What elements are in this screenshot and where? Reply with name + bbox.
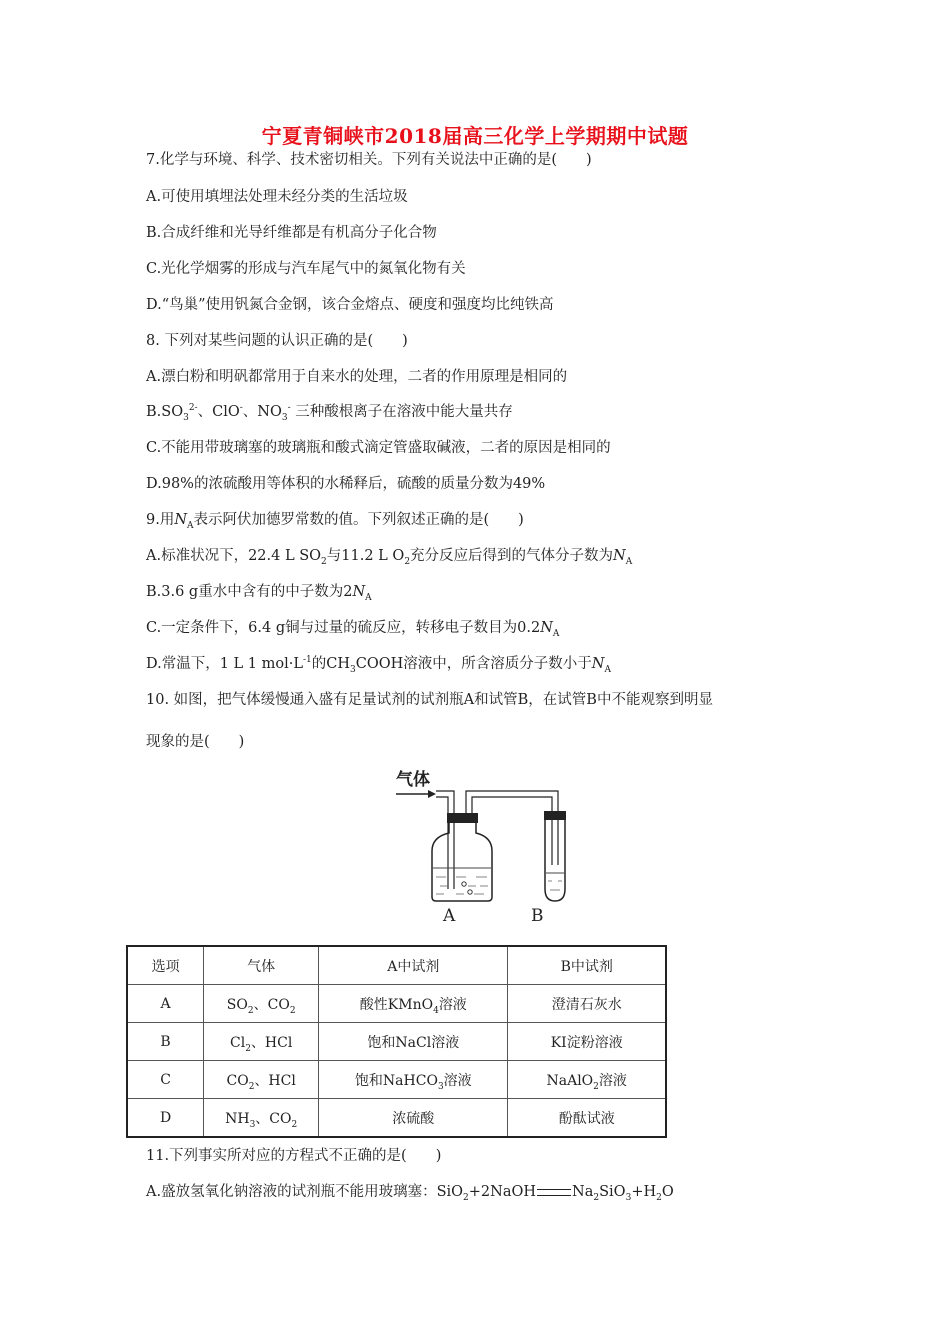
header-reagent-b: B中试剂 bbox=[508, 946, 666, 985]
q7-stem: 7.化学与环境、科学、技术密切相关。下列有关说法中正确的是( ) bbox=[146, 152, 592, 168]
tube-b-label: B bbox=[531, 906, 544, 925]
cell-gas: $Cl_2$、HCl bbox=[204, 1023, 319, 1061]
cell-reagent-a: 酸性KMnO$_4$溶液 bbox=[319, 985, 508, 1023]
cell-option: B bbox=[127, 1023, 204, 1061]
q9-option-b: B.3.6 g重水中含有的中子数为$2N_A$ bbox=[146, 584, 372, 603]
cell-option: A bbox=[127, 985, 204, 1023]
q8-option-c: C.不能用带玻璃塞的玻璃瓶和酸式滴定管盛取碱液，二者的原因是相同的 bbox=[146, 440, 611, 456]
q8-stem: 8. 下列对某些问题的认识正确的是( ) bbox=[146, 333, 408, 349]
cell-reagent-b: KI淀粉溶液 bbox=[508, 1023, 666, 1061]
q9-stem: 9.用$N_A$表示阿伏加德罗常数的值。下列叙述正确的是( ) bbox=[146, 512, 524, 531]
q9-option-c: C.一定条件下，6.4 g铜与过量的硫反应，转移电子数目为$0.2N_A$ bbox=[146, 620, 560, 639]
q8-option-b: $B.SO_3^{2-}$、ClO-、$NO_3^-$ 三种酸根离子在溶液中能大量共存 bbox=[146, 403, 513, 423]
options-table bbox=[126, 945, 667, 1138]
cell-reagent-b: 澄清石灰水 bbox=[508, 985, 666, 1023]
bottle-a bbox=[432, 813, 492, 901]
q9-option-a: A.标准状况下，22.4 L $SO_2$与11.2 L $O_2$充分反应后得到的气体分子数为$N_A$ bbox=[146, 548, 633, 567]
bottle-a-label: A bbox=[443, 906, 456, 925]
cell-reagent-a: 浓硫酸 bbox=[319, 1099, 508, 1138]
cell-reagent-b: NaAlO$_2$溶液 bbox=[508, 1061, 666, 1099]
q11-option-a: A.盛放氢氧化钠溶液的试剂瓶不能用玻璃塞：SiO$_2$+2NaOH $Na_2SiO_3+H_2O$ bbox=[146, 1184, 674, 1203]
gas-arrow-icon bbox=[396, 790, 436, 798]
q10-stem-line1: 10. 如图，把气体缓慢通入盛有足量试剂的试剂瓶A和试管B，在试管B中不能观察到明显 bbox=[146, 692, 713, 708]
test-tube-b bbox=[544, 811, 566, 901]
cell-gas: $NH_3$、$CO_2$ bbox=[204, 1099, 319, 1138]
cell-reagent-a: 饱和NaCl溶液 bbox=[319, 1023, 508, 1061]
cell-reagent-a: 饱和NaHCO$_3$溶液 bbox=[319, 1061, 508, 1099]
q10-stem-line2: 现象的是( ) bbox=[146, 734, 245, 750]
table-row bbox=[127, 1023, 666, 1061]
q8-option-a: A.漂白粉和明矾都常用于自来水的处理，二者的作用原理是相同的 bbox=[146, 369, 568, 385]
q7-option-b: B.合成纤维和光导纤维都是有机高分子化合物 bbox=[146, 225, 437, 241]
q7-option-d: D.“鸟巢”使用钒氮合金钢，该合金熔点、硬度和强度均比纯铁高 bbox=[146, 297, 554, 313]
table-row bbox=[127, 1099, 666, 1138]
q9-option-d: D.常温下，1 L 1 $mol\cdot L^{-1}$的$CH_3COOH$溶液中，所含溶质分子数小于$N_A$ bbox=[146, 655, 611, 675]
apparatus-figure bbox=[384, 765, 574, 929]
cell-gas: $CO_2$、HCl bbox=[204, 1061, 319, 1099]
header-reagent-a: A中试剂 bbox=[319, 946, 508, 985]
table-row bbox=[127, 985, 666, 1023]
apparatus-diagram bbox=[384, 765, 574, 925]
header-option: 选项 bbox=[127, 946, 204, 985]
equals-sign-icon bbox=[537, 1189, 571, 1196]
cell-gas: $SO_2$、$CO_2$ bbox=[204, 985, 319, 1023]
q8-option-d: D.98%的浓硫酸用等体积的水稀释后，硫酸的质量分数为49% bbox=[146, 476, 546, 492]
q7-option-c: C.光化学烟雾的形成与汽车尾气中的氮氧化物有关 bbox=[146, 261, 466, 277]
table-header-row bbox=[127, 946, 666, 985]
page-title: 宁夏青铜峡市2018届高三化学上学期期中试题 bbox=[261, 124, 689, 148]
inlet-tube bbox=[436, 791, 454, 889]
table-row bbox=[127, 1061, 666, 1099]
q7-option-a: A.可使用填埋法处理未经分类的生活垃圾 bbox=[146, 189, 408, 205]
q11-stem: 11.下列事实所对应的方程式不正确的是( ) bbox=[146, 1148, 442, 1164]
connecting-tube bbox=[466, 791, 558, 865]
gas-label: 气体 bbox=[396, 770, 430, 790]
cell-option: C bbox=[127, 1061, 204, 1099]
cell-reagent-b: 酚酞试液 bbox=[508, 1099, 666, 1138]
cell-option: D bbox=[127, 1099, 204, 1138]
header-gas: 气体 bbox=[204, 946, 319, 985]
